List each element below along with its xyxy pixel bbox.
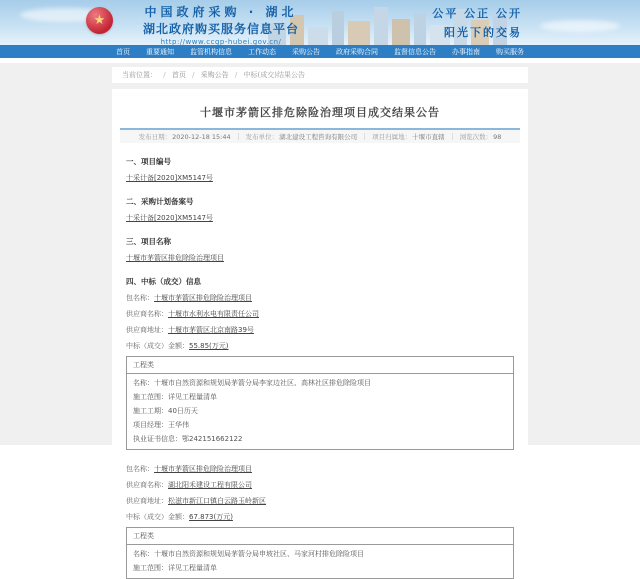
supplier-address-value: 松滋市新江口镇白云路玉岭新区 xyxy=(168,497,266,505)
supplier-name-value: 湖北阳禾建设工程有限公司 xyxy=(168,481,252,489)
section-heading-award-info: 四、中标（成交）信息 xyxy=(126,277,201,286)
detail-row-scope: 施工范围：详见工程量清单 xyxy=(133,564,217,572)
site-title-line2: 湖北政府购买服务信息平台 xyxy=(142,22,299,36)
slogan-line1: 公平 公正 公开 xyxy=(432,7,522,20)
site-slogan xyxy=(432,5,522,43)
package-name-label: 包名称： xyxy=(126,294,154,302)
breadcrumb-separator: / xyxy=(192,71,195,79)
building-shape xyxy=(392,19,410,45)
site-banner xyxy=(0,0,640,45)
supplier-address-label: 供应商地址： xyxy=(126,326,168,334)
site-title-line1: 中国政府采购 · 湖北 xyxy=(144,5,298,19)
project-number-value: 十采计备[2020]XM5147号 xyxy=(126,174,213,182)
meta-separator xyxy=(238,133,239,140)
award-amount-value: 67.873(万元) xyxy=(189,513,233,521)
content-area xyxy=(0,63,640,572)
detail-row-scope: 施工范围：详见工程量清单 xyxy=(133,393,217,401)
detail-category: 工程类 xyxy=(127,528,513,545)
site-brand xyxy=(116,3,326,46)
supplier-address-row xyxy=(126,325,514,335)
supplier-address-label: 供应商地址： xyxy=(126,497,168,505)
detail-row-name: 名称：十堰市自然资源和规划局茅箭分局李家边社区、高林社区排危除险项目 xyxy=(133,379,371,387)
publish-date xyxy=(139,132,231,141)
view-count-value: 98 xyxy=(493,133,502,141)
plan-number-value: 十采计备[2020]XM5147号 xyxy=(126,214,213,222)
detail-row-duration: 施工工期：40日历天 xyxy=(133,407,198,415)
view-count xyxy=(460,132,502,141)
package-name-row xyxy=(126,293,514,303)
breadcrumb xyxy=(112,67,528,83)
publish-date-label: 发布日期： xyxy=(138,133,172,141)
building-shape xyxy=(332,11,344,45)
project-name-value: 十堰市茅箭区排危除险治理项目 xyxy=(126,254,224,262)
breadcrumb-label: 当前位置： xyxy=(122,71,157,79)
award-amount-row xyxy=(126,341,514,351)
breadcrumb-procurement-notices[interactable]: 采购公告 xyxy=(200,71,229,79)
nav-item-home[interactable]: 首页 xyxy=(116,47,130,56)
nav-item-contracts[interactable]: 政府采购合同 xyxy=(336,47,378,56)
view-count-label: 浏览次数： xyxy=(459,133,493,141)
publish-unit-label: 发布单位： xyxy=(245,133,279,141)
nav-item-procurement-notices[interactable]: 采购公告 xyxy=(292,47,320,56)
supplier-address-value: 十堰市茅箭区北京南路39号 xyxy=(168,326,254,334)
package-name-row xyxy=(126,464,514,474)
publish-unit-value: 湖北建设工程咨询有限公司 xyxy=(279,133,358,141)
package-1 xyxy=(126,293,514,450)
national-emblem-icon xyxy=(86,7,113,34)
detail-row-name: 名称：十堰市自然资源和规划局茅箭分局申坡社区、马家河村排危除险项目 xyxy=(133,550,364,558)
building-shape xyxy=(414,13,426,45)
detail-row-manager: 项目经理：王华伟 xyxy=(133,421,189,429)
project-region-value: 十堰市直辖 xyxy=(412,133,445,141)
award-amount-value: 55.85(万元) xyxy=(189,342,229,350)
package-name-value: 十堰市茅箭区排危除险治理项目 xyxy=(154,294,252,302)
breadcrumb-current-page: 中标(成交)结果公告 xyxy=(243,71,305,79)
award-amount-label: 中标（成交）金额： xyxy=(126,513,189,521)
emblem-star-icon: ★ xyxy=(93,13,106,28)
announcement-card xyxy=(112,89,528,572)
announcement-body xyxy=(112,156,528,579)
section-heading-project-number: 一、项目编号 xyxy=(126,157,171,166)
detail-category: 工程类 xyxy=(127,357,513,374)
project-region xyxy=(372,132,445,141)
detail-row-certificate: 执业证书信息：鄂242151662122 xyxy=(133,435,243,443)
breadcrumb-home[interactable]: 首页 xyxy=(171,71,186,79)
meta-separator xyxy=(364,133,365,140)
detail-box xyxy=(126,356,514,450)
project-region-label: 项目归属地： xyxy=(372,133,412,141)
building-shape xyxy=(348,21,370,45)
supplier-name-label: 供应商名称： xyxy=(126,310,168,318)
site-url: http://www.ccgp-hubei.gov.cn/ xyxy=(160,38,282,46)
nav-item-guide[interactable]: 办事指南 xyxy=(452,47,480,56)
main-nav xyxy=(0,45,640,58)
section-heading-plan-number: 二、采购计划备案号 xyxy=(126,197,194,206)
breadcrumb-separator: / xyxy=(163,71,166,79)
package-2 xyxy=(126,464,514,579)
package-name-label: 包名称： xyxy=(126,465,154,473)
detail-box xyxy=(126,527,514,579)
nav-item-regulator-info[interactable]: 监管机构信息 xyxy=(190,47,232,56)
slogan-line2: 阳光下的交易 xyxy=(444,26,522,39)
nav-item-notices[interactable]: 重要通知 xyxy=(146,47,174,56)
supplier-address-row xyxy=(126,496,514,506)
meta-separator xyxy=(452,133,453,140)
publish-unit xyxy=(246,132,358,141)
section-heading-project-name: 三、项目名称 xyxy=(126,237,171,246)
page-title: 十堰市茅箭区排危除险治理项目成交结果公告 xyxy=(200,106,440,119)
nav-item-supervision-notices[interactable]: 监督信息公告 xyxy=(394,47,436,56)
meta-bar xyxy=(120,130,520,143)
publish-date-value: 2020-12-18 15:44 xyxy=(172,133,231,141)
breadcrumb-separator: / xyxy=(234,71,238,79)
award-amount-row xyxy=(126,512,514,522)
package-name-value: 十堰市茅箭区排危除险治理项目 xyxy=(154,465,252,473)
building-shape xyxy=(374,7,388,45)
supplier-name-row xyxy=(126,480,514,490)
nav-item-work-news[interactable]: 工作动态 xyxy=(248,47,276,56)
award-amount-label: 中标（成交）金额： xyxy=(126,342,189,350)
nav-item-purchase-services[interactable]: 购买服务 xyxy=(496,47,524,56)
supplier-name-label: 供应商名称： xyxy=(126,481,168,489)
supplier-name-value: 十堰市水利水电有限责任公司 xyxy=(168,310,259,318)
supplier-name-row xyxy=(126,309,514,319)
